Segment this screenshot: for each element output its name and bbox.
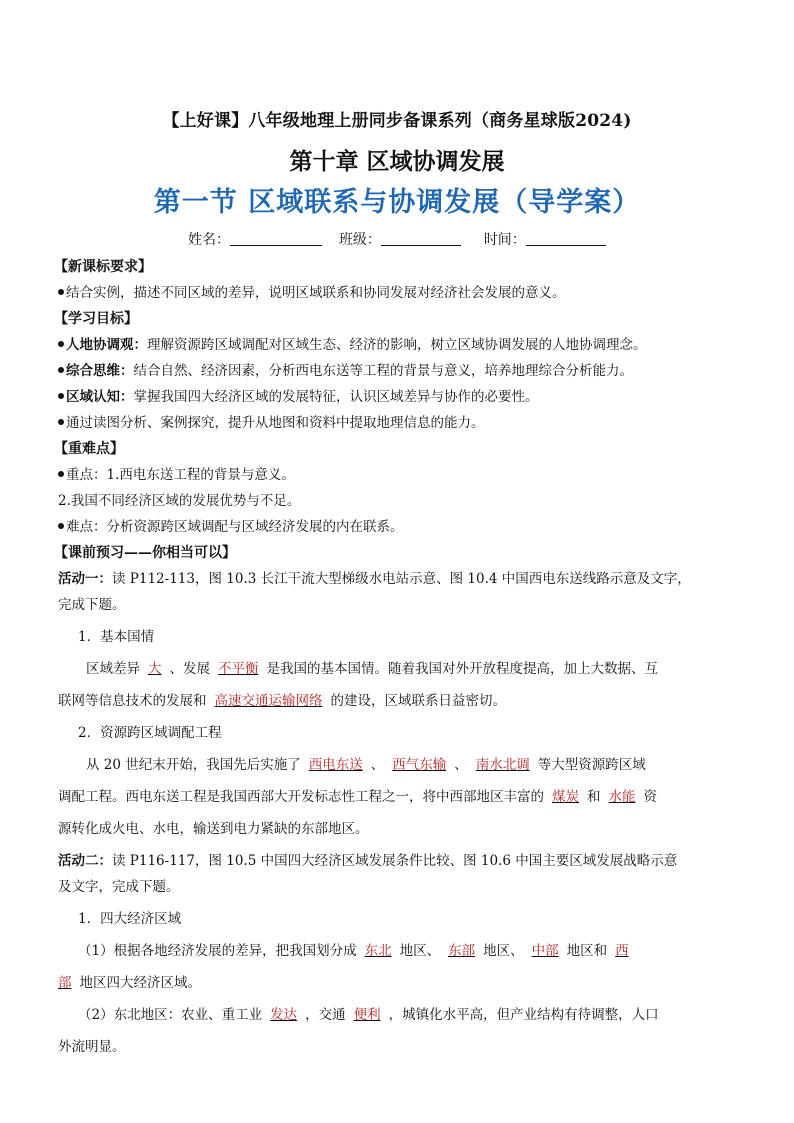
objectives-heading: 【学习目标】: [54, 311, 138, 327]
answer-blank: 中部: [531, 943, 559, 959]
objective-item: 区域认知：掌握我国四大经济区域的发展特征，认识区域差异与协作的必要性。: [58, 384, 738, 410]
standards-heading: 【新课标要求】: [54, 259, 152, 275]
time-label: 时间：: [483, 232, 526, 248]
activity-one-intro-cont: 完成下题。: [58, 597, 126, 613]
activity-two-intro-cont: 及文字，完成下题。: [58, 879, 180, 895]
paragraph-projects: 从 20 世纪末开始，我国先后实施了 西电东送 、 西气东输 、 南水北调 等大型资源跨区域: [86, 757, 646, 773]
section-title: 第一节 区域联系与协调发展（导学案）: [153, 187, 641, 218]
worksheet-body: [54, 254, 738, 1060]
question-regions: （1）根据各地经济发展的差异，把我国划分成 东北 地区、 东部 地区、 中部 地区和 西: [58, 938, 738, 964]
key-point-item: 重点：1.西电东送工程的背景与意义。: [58, 462, 738, 488]
answer-blank: 水能: [608, 789, 636, 805]
answer-blank: 不平衡: [218, 661, 259, 677]
bullet-icon: [58, 523, 64, 529]
paragraph-projects-cont2: 源转化成火电、水电，输送到电力紧缺的东部地区。: [58, 821, 369, 837]
bullet-icon: [58, 419, 64, 425]
standards-item: 结合实例，描述不同区域的差异，说明区域联系和协同发展对经济社会发展的意义。: [58, 280, 738, 306]
subsection-title: 1．四大经济区域: [78, 911, 182, 927]
time-blank[interactable]: [526, 231, 606, 246]
key-points-heading: 【重难点】: [54, 441, 124, 457]
question-northeast: （2）东北地区：农业、重工业 发达 ，交通 便利 ，城镇化水平高，但产业结构有待调整，人口: [78, 1007, 659, 1023]
key-point-item: 2.我国不同经济区域的发展优势与不足。: [58, 493, 301, 509]
activity-two-intro: 活动二：读 P116-117，图 10.5 中国四大经济区域发展条件比较、图 10.6 中国主要区域发展战略示意: [58, 853, 678, 869]
class-label: 班级：: [338, 232, 381, 248]
objective-item: 通过读图分析、案例探究，提升从地图和资料中提取地理信息的能力。: [58, 410, 738, 436]
name-label: 姓名：: [188, 232, 230, 248]
paragraph-basic-situation: 区域差异 大 、发展 不平衡 是我国的基本国情。随着我国对外开放程度提高，加上大数据、互: [86, 661, 658, 677]
question-northeast-cont: 外流明显。: [58, 1039, 126, 1055]
class-blank[interactable]: [381, 231, 461, 246]
answer-blank: 西气东输: [392, 757, 447, 773]
activity-one-intro: 活动一：读 P112-113，图 10.3 长江干流大型梯级水电站示意、图 10.4 中国西电东送线路示意及文字，: [58, 571, 691, 587]
bullet-icon: [58, 341, 64, 347]
objective-item: 综合思维：结合自然、经济因素，分析西电东送等工程的背景与意义，培养地理综合分析能力。: [58, 358, 738, 384]
name-blank[interactable]: [230, 231, 322, 246]
answer-blank: 便利: [353, 1007, 381, 1023]
answer-blank: 高速交通运输网络: [214, 693, 323, 709]
answer-blank: 煤炭: [552, 789, 579, 805]
bullet-icon: [58, 393, 64, 399]
subsection-title: 1．基本国情: [78, 629, 155, 645]
preview-heading: 【课前预习——你相当可以】: [54, 545, 236, 561]
objective-item: 人地协调观：理解资源跨区域调配对区域生态、经济的影响，树立区域协调发展的人地协调理念。: [58, 332, 738, 358]
answer-blank: 南水北调: [475, 757, 530, 773]
answer-blank: 西电东送: [308, 757, 363, 773]
answer-blank: 部: [58, 975, 72, 991]
answer-blank: 西: [615, 943, 629, 959]
subsection-title: 2．资源跨区域调配工程: [78, 725, 222, 741]
bullet-icon: [58, 289, 64, 295]
answer-blank: 发达: [270, 1007, 298, 1023]
answer-blank: 东部: [448, 943, 476, 959]
paragraph-projects-cont: 调配工程。西电东送工程是我国西部大开发标志性工程之一，将中西部地区丰富的 煤炭 和 水能 资: [58, 789, 657, 805]
series-title: 【上好课】八年级地理上册同步备课系列（商务星球版2024): [162, 111, 632, 131]
difficulty-item: 难点：分析资源跨区域调配与区域经济发展的内在联系。: [58, 514, 738, 540]
paragraph-basic-situation-cont: 联网等信息技术的发展和 高速交通运输网络 的建设，区域联系日益密切。: [58, 693, 506, 709]
question-regions-cont: 部 地区四大经济区域。: [58, 975, 201, 991]
answer-blank: 大: [148, 661, 162, 677]
bullet-icon: [58, 471, 64, 477]
answer-blank: 东北: [364, 943, 392, 959]
student-info-fields: [188, 229, 606, 249]
bullet-icon: [58, 367, 64, 373]
chapter-title: 第十章 区域协调发展: [289, 149, 505, 175]
